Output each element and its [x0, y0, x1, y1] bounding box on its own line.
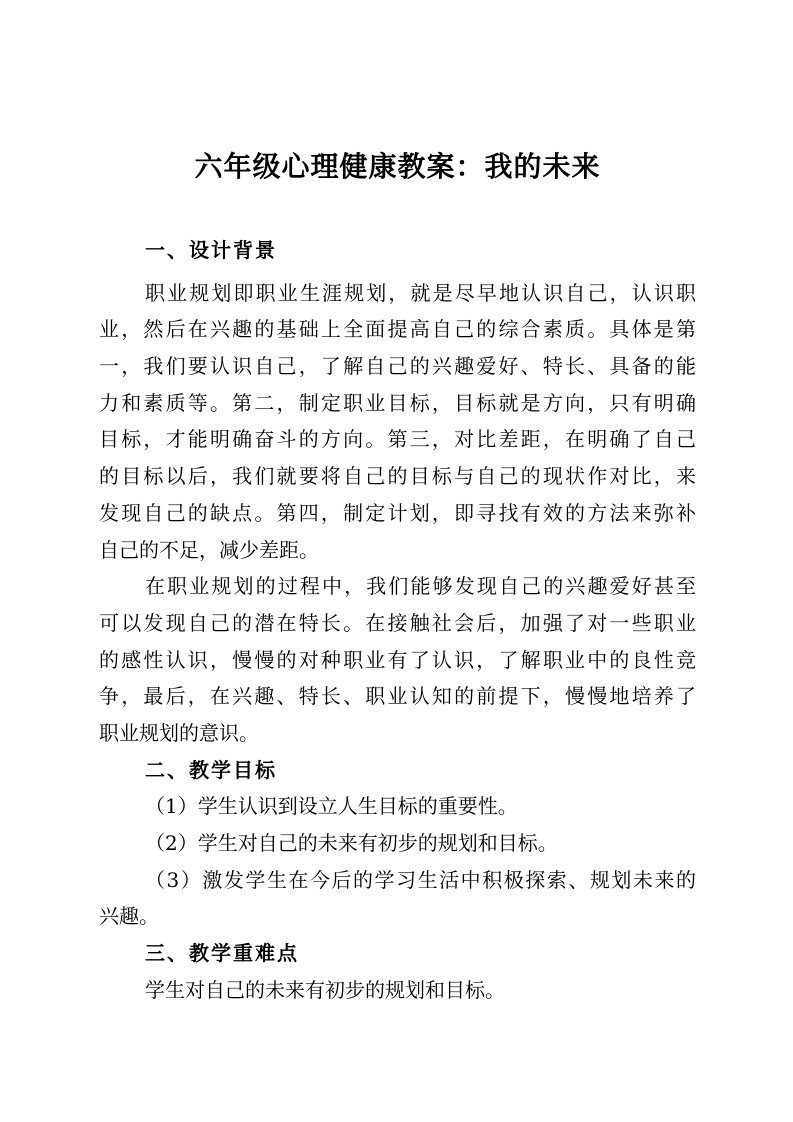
paragraph-line: 力和素质等。第二，制定职业目标，目标就是方向，只有明确	[99, 390, 696, 415]
section-3-heading: 三、教学重难点	[145, 941, 299, 966]
paragraph-line: 业，然后在兴趣的基础上全面提高自己的综合素质。具体是第	[99, 317, 696, 342]
paragraph-line: 在职业规划的过程中，我们能够发现自己的兴趣爱好甚至	[145, 574, 696, 599]
paragraph-line: 职业规划的意识。	[99, 720, 259, 745]
paragraph-line: 争，最后，在兴趣、特长、职业认知的前提下，慢慢地培养了	[99, 684, 696, 709]
goal-item-3-continuation: 兴趣。	[99, 904, 159, 929]
document-title: 六年级心理健康教案：我的未来	[194, 150, 601, 183]
paragraph-line: 的感性认识，慢慢的对种职业有了认识，了解职业中的良性竞	[99, 647, 696, 672]
paragraph-line: 可以发现自己的潜在特长。在接触社会后，加强了对一些职业	[99, 610, 696, 635]
section-3-body-line: 学生对自己的未来有初步的规划和目标。	[145, 977, 505, 1002]
section-2-heading: 二、教学目标	[145, 757, 277, 782]
paragraph-line: 发现自己的缺点。第四，制定计划，即寻找有效的方法来弥补	[99, 500, 696, 525]
paragraph-line: 的目标以后，我们就要将自己的目标与自己的现状作对比，来	[99, 464, 696, 489]
paragraph-line: 目标，才能明确奋斗的方向。第三，对比差距，在明确了自己	[99, 427, 696, 452]
paragraph-line: 职业规划即职业生涯规划，就是尽早地认识自己，认识职	[145, 280, 696, 305]
paragraph-line: 一，我们要认识自己，了解自己的兴趣爱好、特长、具备的能	[99, 354, 696, 379]
paragraph-line: 自己的不足，减少差距。	[99, 537, 319, 562]
goal-item-2: （2）学生对自己的未来有初步的规划和目标。	[145, 831, 558, 856]
section-1-heading: 一、设计背景	[145, 238, 277, 262]
goal-item-1: （1）学生认识到设立人生目标的重要性。	[145, 794, 518, 819]
goal-item-3: （3）激发学生在今后的学习生活中积极探索、规划未来的	[145, 867, 696, 892]
